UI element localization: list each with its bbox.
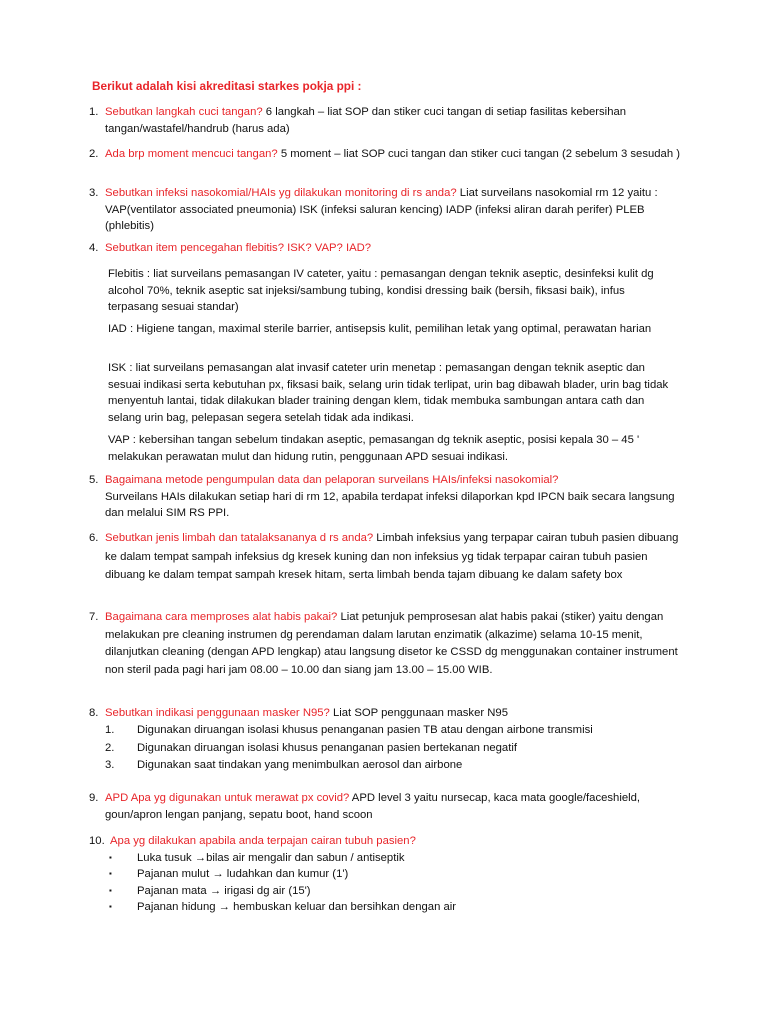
question-text: Sebutkan indikasi penggunaan masker N95? bbox=[105, 707, 330, 719]
item-number: 6. bbox=[89, 532, 99, 544]
question-text: Sebutkan infeksi nasokomial/HAIs yg dilakukan monitoring di rs anda? bbox=[105, 187, 457, 199]
answer-text: Liat surveilans nasokomial rm 12 yaitu : VAP(ventilator associated pneumonia) ISK (infeksi saluran kencing) IADP (infeksi aliran darah perifer) PLEB (phlebitis) bbox=[105, 187, 658, 233]
question-text: Bagaimana metode pengumpulan data dan pelaporan surveilans HAIs/infeksi nasokomial? bbox=[105, 474, 559, 486]
item-number: 4. bbox=[89, 242, 99, 254]
item-9 bbox=[89, 790, 689, 823]
list-item: ▪ Pajanan hidung → hembuskan keluar dan bersihkan dengan air bbox=[105, 899, 689, 916]
answer-paragraph-vap: VAP : kebersihan tangan sebelum tindakan aseptic, pemasangan dg teknik aseptic, posisi kepala 30 – 45 ' melakukan perawatan mulut dan hidung rutin, penggunaan APD sesuai indikasi. bbox=[108, 434, 640, 463]
answer-text: Liat SOP penggunaan masker N95 bbox=[329, 707, 508, 719]
question-text: APD Apa yg digunakan untuk merawat px covid? bbox=[105, 792, 350, 804]
bullet-icon: ▪ bbox=[109, 869, 112, 879]
bullet-icon: ▪ bbox=[109, 852, 112, 862]
item-number: 10. bbox=[89, 835, 105, 847]
list-item: 2. Digunakan diruangan isolasi khusus penanganan pasien bertekanan negatif bbox=[105, 741, 517, 754]
answer-paragraph-isk: ISK : liat surveilans pemasangan alat invasif cateter urin menetap : pemasangan dengan teknik aseptic dan sesuai indikasi serta kebutuhan px, fiksasi baik, selang urin tidak terlipat, urin bag dibawah blader, urin bag tidak menyentuh lantai, tidak dilakukan blader training dengan klem, tidak membuka sambungan antara cath dan selang urin bag, pelepasan segera setelah tidak ada indikasi. bbox=[108, 362, 669, 424]
question-text: Apa yg dilakukan apabila anda terpajan cairan tubuh pasien? bbox=[110, 835, 416, 847]
answer-text: Surveilans HAIs dilakukan setiap hari di rm 12, apabila terdapat infeksi dilaporkan kpd IPCN baik secara langsung dan melalui SIM RS PPI. bbox=[105, 490, 675, 520]
item-number: 8. bbox=[89, 707, 99, 719]
list-item: 3. Digunakan saat tindakan yang menimbulkan aerosol dan airbone bbox=[105, 759, 463, 772]
item-number: 1. bbox=[89, 106, 99, 118]
item-10 bbox=[89, 833, 689, 916]
answer-text: 6 langkah – liat SOP dan stiker cuci tangan di setiap fasilitas kebersihan tangan/wastafel/handrub (harus ada) bbox=[105, 106, 627, 135]
item-4 bbox=[89, 240, 689, 257]
item-number: 2. bbox=[89, 148, 99, 160]
question-text: Ada brp moment mencuci tangan? bbox=[105, 148, 278, 160]
item-number: 7. bbox=[89, 611, 99, 623]
list-item: ▪ Luka tusuk →bilas air mengalir dan sabun / antiseptik bbox=[105, 850, 689, 867]
answer-paragraph-iad: IAD : Higiene tangan, maximal sterile barrier, antisepsis kulit, pemilihan letak yang optimal, perawatan harian bbox=[108, 323, 652, 335]
item-number: 9. bbox=[89, 792, 99, 804]
question-text: Sebutkan item pencegahan flebitis? ISK? VAP? IAD? bbox=[105, 242, 372, 254]
question-text: Sebutkan jenis limbah dan tatalaksananya d rs anda? bbox=[105, 532, 374, 544]
answer-paragraph-flebitis: Flebitis : liat surveilans pemasangan IV cateter, yaitu : pemasangan dengan teknik aseptic, desinfeksi kulit dg alcohol 70%, teknik aseptic sat injeksi/sambung tubing, kondisi dressing baik (bersih, fiksasi baik), infus terpasang sesuai standar) bbox=[108, 268, 654, 314]
document-title: Berikut adalah kisi akreditasi starkes pokja ppi : bbox=[92, 79, 362, 93]
list-item: ▪ Pajanan mulut → ludahkan dan kumur (1') bbox=[105, 866, 689, 883]
bullet-icon: ▪ bbox=[109, 902, 112, 912]
item-1 bbox=[89, 104, 689, 137]
answer-text: 5 moment – liat SOP cuci tangan dan stiker cuci tangan (2 sebelum 3 sesudah ) bbox=[277, 148, 681, 160]
item-3 bbox=[89, 185, 689, 235]
item-number: 3. bbox=[89, 187, 99, 199]
indication-list bbox=[105, 722, 689, 774]
list-item: 1. Digunakan diruangan isolasi khusus penanganan pasien TB atau dengan airbone transmisi bbox=[105, 724, 593, 737]
question-text: Sebutkan langkah cuci tangan? bbox=[105, 106, 263, 118]
item-7 bbox=[89, 609, 689, 679]
item-5 bbox=[89, 472, 689, 522]
list-item: ▪ Pajanan mata → irigasi dg air (15') bbox=[105, 883, 689, 900]
exposure-bullet-list bbox=[105, 850, 689, 916]
item-8 bbox=[89, 705, 689, 775]
answer-text: Liat petunjuk pemprosesan alat habis pakai (stiker) yaitu dengan melakukan pre cleaning instrumen dg perendaman dalam larutan enzimatik (alkazime) selama 10-15 menit, dilanjutkan cleaning (dengan APD lengkap) atau langsung disetor ke CSSD dg menggunakan container instrument non steril pada pagi hari jam 08.00 – 10.00 dan siang jam 13.00 – 15.00 WIB. bbox=[105, 611, 678, 676]
answer-text: Limbah infeksius yang terpapar cairan tubuh pasien dibuang ke dalam tempat sampah infeksius dg kresek kuning dan non infeksius yg tidak terpapar cairan tubuh pasien dibuang ke dalam tempat sampah kresek hitam, serta limbah benda tajam dibuang ke dalam safety box bbox=[105, 532, 679, 582]
bullet-icon: ▪ bbox=[109, 885, 112, 895]
question-text: Bagaimana cara memproses alat habis pakai? bbox=[105, 611, 338, 623]
item-2 bbox=[89, 146, 689, 163]
item-number: 5. bbox=[89, 474, 99, 486]
item-6 bbox=[89, 529, 689, 585]
answer-text: APD level 3 yaitu nursecap, kaca mata google/faceshield, goun/apron lengan panjang, sepatu boot, hand scoon bbox=[105, 792, 641, 821]
